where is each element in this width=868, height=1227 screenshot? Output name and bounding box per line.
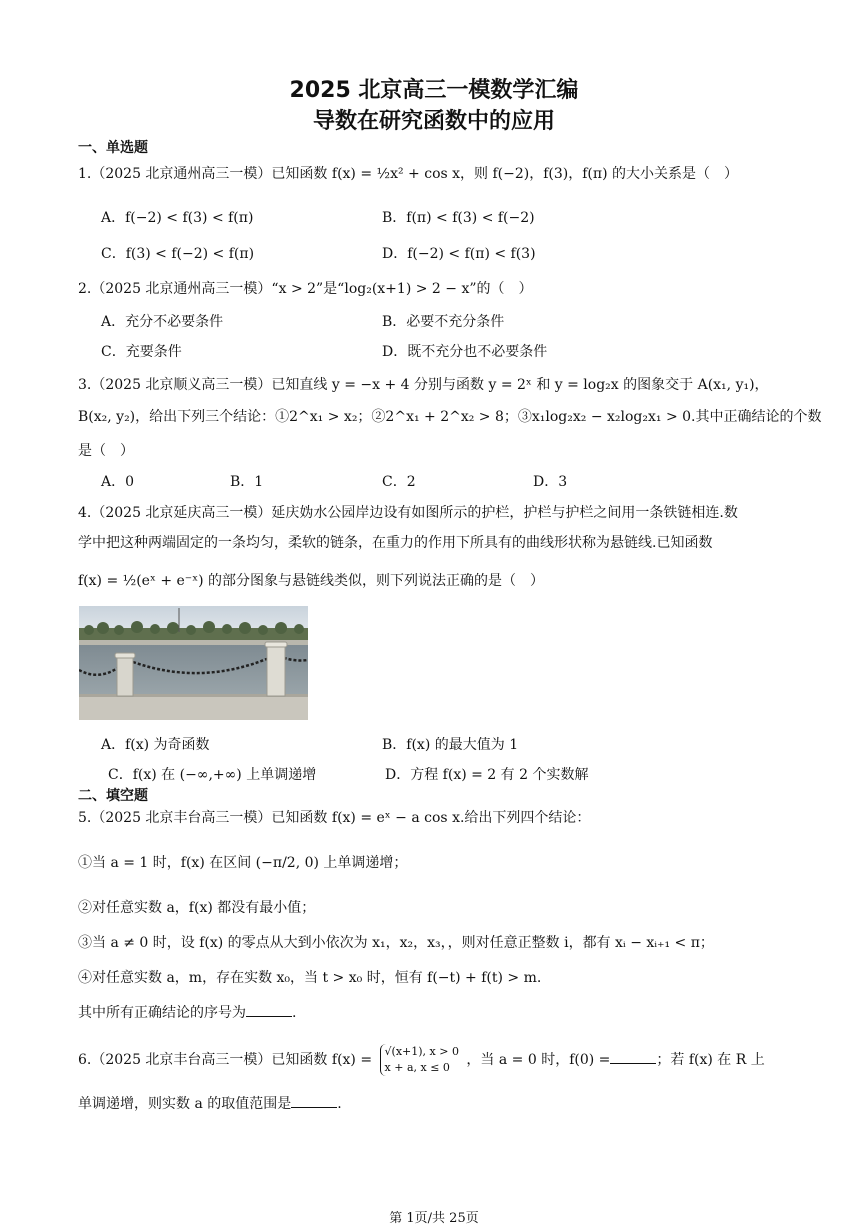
question-6-middle: ，当 a = 0 时，f(0) =: [466, 1052, 611, 1068]
question-5-statement-2: ②对任意实数 a，f(x) 都没有最小值；: [78, 900, 316, 916]
question-6-suffix: ；若 f(x) 在 R 上: [656, 1052, 765, 1068]
question-2-option-b: B．必要不充分条件: [382, 314, 505, 330]
question-1-option-d: D．f(−2) < f(π) < f(3): [382, 246, 536, 262]
question-6-line-2-text: 单调递增，则实数 a 的取值范围是: [78, 1096, 292, 1112]
question-4-option-c: C．f(x) 在 (−∞,+∞) 上单调递增: [108, 767, 317, 783]
question-2-option-d: D．既不充分也不必要条件: [382, 344, 548, 360]
question-3-option-b: B．1: [230, 474, 264, 490]
piecewise-case-2: x + a, x ≤ 0: [384, 1061, 450, 1074]
question-5-statement-1: ①当 a = 1 时，f(x) 在区间 (−π/2, 0) 上单调递增；: [78, 855, 408, 871]
answer-blank: [610, 1051, 656, 1064]
question-4-line-3: f(x) = ½(eˣ + e⁻ˣ) 的部分图象与悬链线类似，则下列说法正确的是（ ）: [78, 573, 545, 589]
question-1-stem: 1.（2025 北京通州高三一模）已知函数 f(x) = ½x² + cos x，则 f(−2)，f(3)，f(π) 的大小关系是（ ）: [78, 166, 738, 182]
question-1-option-a: A．f(−2) < f(3) < f(π): [101, 210, 254, 226]
section-heading-fill-blank: 二、填空题: [78, 788, 148, 804]
question-5-statement-4: ④对任意实数 a，m，存在实数 x₀，当 t > x₀ 时，恒有 f(−t) + f(t) > m.: [78, 970, 542, 986]
piecewise-brace: [380, 1044, 459, 1076]
answer-blank: [291, 1095, 337, 1108]
question-6-prefix: 6.（2025 北京丰台高三一模）已知函数 f(x) =: [78, 1052, 373, 1068]
section-heading-single-choice: 一、单选题: [78, 140, 148, 156]
question-4-option-b: B．f(x) 的最大值为 1: [382, 737, 519, 753]
question-5-stem: 5.（2025 北京丰台高三一模）已知函数 f(x) = eˣ − a cos x.给出下列四个结论：: [78, 810, 591, 826]
question-2-option-a: A．充分不必要条件: [101, 314, 224, 330]
question-3-option-d: D．3: [533, 474, 568, 490]
question-4-line-2: 学中把这种两端固定的一条均匀，柔软的链条，在重力的作用下所具有的曲线形状称为悬链线.已知函数: [78, 535, 713, 551]
question-1-option-c: C．f(3) < f(−2) < f(π): [101, 246, 255, 262]
question-5-conclusion: 其中所有正确结论的序号为 .: [78, 1005, 297, 1021]
piecewise-case-1: √(x+1), x > 0: [384, 1045, 459, 1058]
question-2-stem: 2.（2025 北京通州高三一模）“x > 2”是“log₂(x+1) > 2 − x”的（ ）: [78, 281, 533, 297]
question-3-line-3: 是（ ）: [78, 443, 134, 459]
question-5-conclusion-text: 其中所有正确结论的序号为: [78, 1005, 246, 1021]
document-subtitle: 导数在研究函数中的应用: [312, 109, 555, 134]
railing-photo: [79, 606, 308, 720]
question-3-option-c: C．2: [382, 474, 416, 490]
question-4-line-1: 4.（2025 北京延庆高三一模）延庆妫水公园岸边设有如图所示的护栏，护栏与护栏之间用一条铁链相连.数: [78, 505, 738, 521]
question-2-option-c: C．充要条件: [101, 344, 182, 360]
question-4-option-d: D．方程 f(x) = 2 有 2 个实数解: [385, 767, 589, 783]
question-6-line-2: 单调递增，则实数 a 的取值范围是 .: [78, 1096, 342, 1112]
question-1-option-b: B．f(π) < f(3) < f(−2): [382, 210, 535, 226]
question-5-statement-3: ③当 a ≠ 0 时，设 f(x) 的零点从大到小依次为 x₁，x₂，x₃，，则对任意正整数 i，都有 xᵢ − xᵢ₊₁ < π；: [78, 935, 714, 951]
answer-blank: [246, 1004, 292, 1017]
question-3-option-a: A．0: [101, 474, 135, 490]
question-6-line-1: [78, 1044, 765, 1076]
question-3-line-2: B(x₂, y₂)，给出下列三个结论：①2^x₁ > x₂；②2^x₁ + 2^x₂ > 8；③x₁log₂x₂ − x₂log₂x₁ > 0.其中正确结论的个数: [78, 409, 822, 425]
question-4-option-a: A．f(x) 为奇函数: [101, 737, 210, 753]
question-3-line-1: 3.（2025 北京顺义高三一模）已知直线 y = −x + 4 分别与函数 y = 2ˣ 和 y = log₂x 的图象交于 A(x₁, y₁)，: [78, 377, 769, 393]
page-footer: 第 1页/共 25页: [389, 1211, 479, 1226]
document-title: 2025 北京高三一模数学汇编: [289, 78, 579, 103]
